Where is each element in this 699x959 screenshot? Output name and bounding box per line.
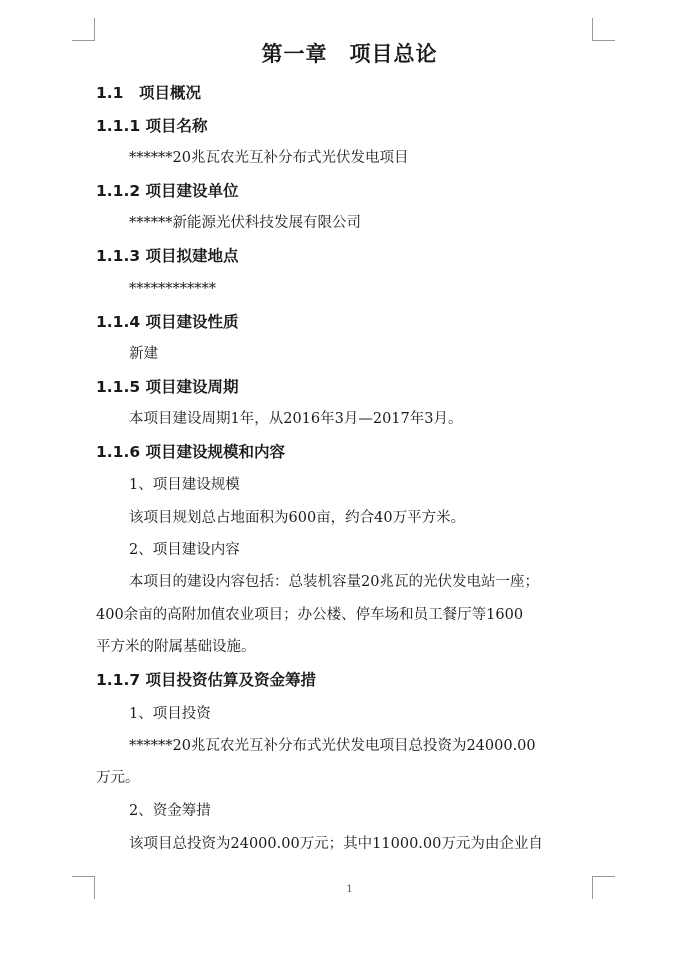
paragraph: ******20兆瓦农光互补分布式光伏发电项目总投资为24000.00: [129, 738, 536, 754]
paragraph: ************: [129, 281, 216, 297]
subsection-heading: 1.1.5 项目建设周期: [96, 378, 239, 396]
paragraph: ******20兆瓦农光互补分布式光伏发电项目: [129, 150, 409, 166]
paragraph-continuation: 400余亩的高附加值农业项目；办公楼、停车场和员工餐厅等1600: [96, 607, 524, 623]
paragraph-continuation: 平方米的附属基础设施。: [96, 639, 256, 655]
paragraph: 新建: [129, 346, 158, 362]
paragraph: 1、项目投资: [129, 706, 211, 722]
paragraph: 2、项目建设内容: [129, 542, 240, 558]
paragraph-continuation: 万元。: [96, 770, 140, 786]
chapter-title: 第一章 项目总论: [261, 42, 438, 66]
subsection-heading: 1.1.7 项目投资估算及资金筹措: [96, 671, 317, 689]
subsection-heading: 1.1.1 项目名称: [96, 117, 208, 135]
paragraph: 本项目建设周期1年，从2016年3月—2017年3月。: [129, 411, 463, 427]
subsection-heading: 1.1.6 项目建设规模和内容: [96, 443, 286, 461]
page-number: 1: [346, 884, 353, 895]
paragraph: 该项目总投资为24000.00万元；其中11000.00万元为由企业自: [129, 836, 543, 852]
section-heading: 1.1 项目概况: [96, 84, 201, 102]
subsection-heading: 1.1.2 项目建设单位: [96, 182, 239, 200]
subsection-heading: 1.1.4 项目建设性质: [96, 313, 239, 331]
paragraph: 2、资金筹措: [129, 803, 211, 819]
paragraph: 1、项目建设规模: [129, 477, 240, 493]
paragraph: ******新能源光伏科技发展有限公司: [129, 215, 361, 231]
paragraph: 本项目的建设内容包括：总装机容量20兆瓦的光伏发电站一座；: [129, 574, 539, 590]
subsection-heading: 1.1.3 项目拟建地点: [96, 247, 239, 265]
paragraph: 该项目规划总占地面积为600亩，约合40万平方米。: [129, 510, 466, 526]
